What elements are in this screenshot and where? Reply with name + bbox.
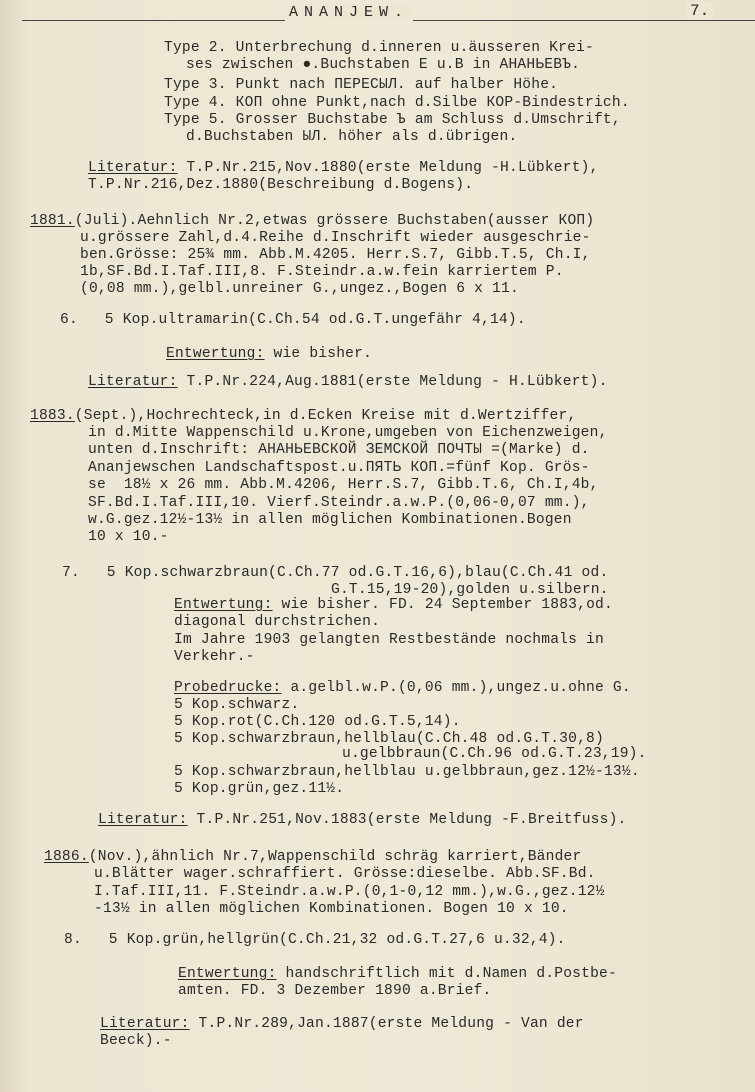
- issue-line: u.grössere Zahl,d.4.Reihe d.Inschrift wieder ausgeschrie-: [80, 230, 591, 246]
- entwertung-line: [178, 966, 617, 983]
- entwertung-line: diagonal durchstrichen.: [174, 614, 381, 630]
- stamp-entry: 6. 5 Kop.ultramarin(C.Ch.54 od.G.T.ungefähr 4,14).: [60, 312, 526, 328]
- probedrucke-text: a.gelbl.w.P.(0,06 mm.),ungez.u.ohne G.: [281, 680, 631, 696]
- issue-year: 1883.: [30, 408, 75, 424]
- literature-line: T.P.Nr.216,Dez.1880(Beschreibung d.Bogens).: [88, 177, 474, 193]
- probedrucke-line: [174, 680, 631, 697]
- issue-line: unten d.Inschrift: АНАНЬЕВСКОЙ ЗЕМСКОЙ ПОЧТЫ =(Marke) d.: [88, 442, 590, 458]
- literature-line: [88, 374, 608, 391]
- literature-label: Literatur:: [98, 812, 188, 828]
- issue-year: 1881.: [30, 213, 75, 229]
- issue-text: (Sept.),Hochrechteck,in d.Ecken Kreise mit d.Wertziffer,: [74, 408, 577, 424]
- issue-text: (Juli).Aehnlich Nr.2,etwas grössere Buchstaben(ausser КОП): [74, 213, 595, 229]
- literature-label: Literatur:: [88, 374, 178, 390]
- stamp-entry: 7. 5 Kop.schwarzbraun(C.Ch.77 od.G.T.16,6),blau(C.Ch.41 od.: [62, 565, 609, 581]
- issue-line: SF.Bd.I.Taf.III,10. Vierf.Steindr.a.w.P.(0,06-0,07 mm.),: [88, 495, 590, 511]
- entwertung-line: Verkehr.-: [174, 649, 255, 665]
- issue-line: I.Taf.III,11. F.Steindr.a.w.P.(0,1-0,12 mm.),w.G.,gez.12½: [94, 884, 605, 900]
- literature-line: Beeck).-: [100, 1033, 172, 1049]
- issue-text: (Nov.),ähnlich Nr.7,Wappenschild schräg karriert,Bänder: [88, 849, 582, 865]
- entwertung-label: Entwertung:: [166, 346, 265, 362]
- probedrucke-line: 5 Kop.schwarz.: [174, 697, 300, 713]
- issue-line: Ananjewschen Landschaftspost.u.ПЯТЬ КОП.=fünf Kop. Grös-: [88, 460, 590, 476]
- issue-line: se 18½ x 26 mm. Abb.M.4206, Herr.S.7, Gibb.T.6, Ch.I,4b,: [88, 477, 599, 493]
- issue-line: u.Blätter wager.schraffiert. Grösse:dieselbe. Abb.SF.Bd.: [94, 866, 596, 882]
- literature-text: T.P.Nr.251,Nov.1883(erste Meldung -F.Breitfuss).: [187, 812, 627, 828]
- literature-line: [88, 160, 599, 177]
- page-title: ANANJEW.: [285, 4, 413, 21]
- issue-line: (0,08 mm.),gelbl.unreiner G.,ungez.,Bogen 6 x 11.: [80, 281, 519, 297]
- entwertung-line: [166, 346, 372, 363]
- issue-line: 1b,SF.Bd.I.Taf.III,8. F.Steindr.a.w.fein karriertem P.: [80, 264, 564, 280]
- entwertung-text: wie bisher.: [264, 346, 373, 362]
- type-line: Type 2. Unterbrechung d.inneren u.äusseren Krei-: [164, 40, 594, 56]
- type-line: Type 4. КОП ohne Punkt,nach d.Silbe КОР-Bindestrich.: [164, 95, 630, 111]
- literature-text: T.P.Nr.289,Jan.1887(erste Meldung - Van der: [189, 1016, 584, 1032]
- issue-year: 1886.: [44, 849, 89, 865]
- issue-line: 10 x 10.-: [88, 529, 169, 545]
- entwertung-line: amten. FD. 3 Dezember 1890 a.Brief.: [178, 983, 492, 999]
- probedrucke-line: 5 Kop.rot(C.Ch.120 od.G.T.5,14).: [174, 714, 461, 730]
- literature-line: [100, 1016, 584, 1033]
- stamp-entry: G.T.15,19-20),golden u.silbern.: [331, 582, 609, 598]
- issue-line: w.G.gez.12½-13½ in allen möglichen Kombinationen.Bogen: [88, 512, 572, 528]
- entwertung-line: Im Jahre 1903 gelangten Restbestände nochmals in: [174, 632, 604, 648]
- entwertung-text: wie bisher. FD. 24 September 1883,od.: [272, 597, 613, 613]
- literature-label: Literatur:: [100, 1016, 190, 1032]
- literature-text: T.P.Nr.224,Aug.1881(erste Meldung - H.Lübkert).: [177, 374, 608, 390]
- literature-text: T.P.Nr.215,Nov.1880(erste Meldung -H.Lübkert),: [177, 160, 599, 176]
- probedrucke-line: 5 Kop.grün,gez.11½.: [174, 781, 345, 797]
- issue-line: ben.Grösse: 25¾ mm. Abb.M.4205. Herr.S.7, Gibb.T.5, Ch.I,: [80, 247, 591, 263]
- literature-label: Literatur:: [88, 160, 178, 176]
- page-number: 7.: [686, 2, 713, 20]
- entwertung-text: handschriftlich mit d.Namen d.Postbe-: [276, 966, 617, 982]
- issue-1881-line: [30, 213, 594, 230]
- entwertung-line: [174, 597, 613, 614]
- probedrucke-line: u.gelbbraun(C.Ch.96 od.G.T.23,19).: [342, 746, 647, 762]
- issue-line: -13½ in allen möglichen Kombinationen. Bogen 10 x 10.: [94, 901, 569, 917]
- type-line: Type 3. Punkt nach ПЕРЕСЫЛ. auf halber Höhe.: [164, 77, 559, 93]
- probedrucke-line: 5 Kop.schwarzbraun,hellblau(C.Ch.48 od.G.T.30,8): [174, 731, 604, 747]
- issue-1883-line: [30, 408, 576, 425]
- issue-1886-line: [44, 849, 581, 866]
- type-line: d.Buchstaben ЫЛ. höher als d.übrigen.: [186, 129, 518, 145]
- issue-line: in d.Mitte Wappenschild u.Krone,umgeben von Eichenzweigen,: [88, 425, 608, 441]
- literature-line: [98, 812, 627, 829]
- probedrucke-label: Probedrucke:: [174, 680, 282, 696]
- stamp-entry: 8. 5 Kop.grün,hellgrün(C.Ch.21,32 od.G.T.27,6 u.32,4).: [64, 932, 566, 948]
- type-line: ses zwischen ●.Buchstaben E u.B in АНАНЬЕВЪ.: [186, 57, 581, 73]
- type-line: Type 5. Grosser Buchstabe Ъ am Schluss d.Umschrift,: [164, 112, 621, 128]
- entwertung-label: Entwertung:: [178, 966, 277, 982]
- probedrucke-line: 5 Kop.schwarzbraun,hellblau u.gelbbraun,gez.12½-13½.: [174, 764, 640, 780]
- entwertung-label: Entwertung:: [174, 597, 273, 613]
